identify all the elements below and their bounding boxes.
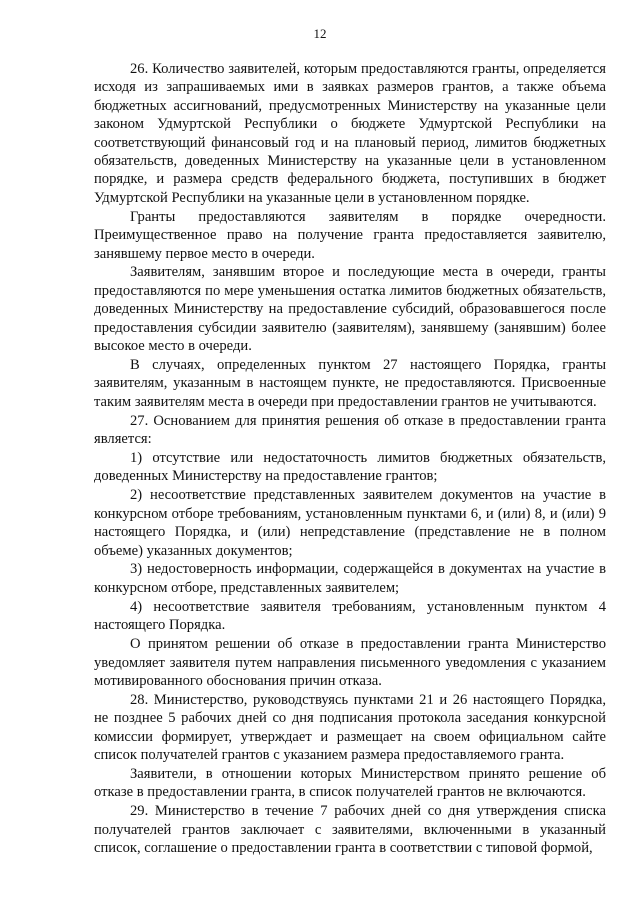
list-item-refusal-1: 1) отсутствие или недостаточность лимитов бюджетных обязательств, доведенных Министерству на предоставление грантов; bbox=[94, 450, 606, 485]
paragraph-27-refusal-grounds: 27. Основанием для принятия решения об отказе в предоставлении гранта является: bbox=[94, 412, 606, 448]
list-item-refusal-4: 4) несоответствие заявителя требованиям, установленным пунктом 4 настоящего Порядка. bbox=[94, 598, 606, 634]
paragraph-grants-order: Гранты предоставляются заявителям в порядке очередности. Преимущественное право на получение гранта предоставляется заявителю, занявшему первое место в очереди. bbox=[94, 208, 606, 262]
paragraph-exceptions: В случаях, определенных пунктом 27 настоящего Порядка, гранты заявителям, указанным в настоящем пункте, не предоставляются. Присвоенные таким заявителям места в очереди при предоставлении грантов не учитываются. bbox=[94, 357, 606, 410]
list-item-refusal-2: 2) несоответствие представленных заявителем документов на участие в конкурсном отборе требованиям, установленным пунктами 6, и (или) 8, и (или) 9 настоящего Порядка, и (или) непредставление (представление не в полном объеме) указанных документов; bbox=[94, 487, 606, 559]
list-item-refusal-3: 3) недостоверность информации, содержащейся в документах на участие в конкурсном отборе, представленных заявителем; bbox=[94, 561, 606, 596]
page-number: 12 bbox=[313, 26, 327, 41]
paragraph-second-places: Заявителям, занявшим второе и последующие места в очереди, гранты предоставляются по мере уменьшения остатка лимитов бюджетных обязательств, доведенных Министерству на предоставление субсидий, образовавшегося после предоставления субсидии заявителю (заявителям), занявшему (занявшим) более высокое место в очереди. bbox=[94, 264, 606, 355]
paragraph-26-grant-count: 26. Количество заявителей, которым предоставляются гранты, определяется исходя из запрашиваемых ими в заявках размеров грантов, а также объема бюджетных ассигнований, предусмотренных Министерству на указанные цели законом Удмуртской Республики о бюджете Удмуртской Республики на соответствующий финансовый год и на плановый период, лимитов бюджетных обязательств, доведенных Министерству на указанные цели в установленном порядке, и размера средств федерального бюджета, поступивших в бюджет Удмуртской Республики на указанные цели в установленном порядке. bbox=[94, 61, 606, 206]
paragraph-refusal-notice: О принятом решении об отказе в предоставлении гранта Министерство уведомляет заявителя путем направления письменного уведомления с указанием мотивированного обоснования причин отказа. bbox=[94, 636, 606, 689]
document-body bbox=[94, 60, 606, 857]
paragraph-excluded-applicants: Заявители, в отношении которых Министерством принято решение об отказе в предоставлении гранта, в список получателей грантов не включаются. bbox=[94, 765, 606, 801]
paragraph-28-recipients-list: 28. Министерство, руководствуясь пунктами 21 и 26 настоящего Порядка, не позднее 5 рабочих дней со дня подписания протокола заседания конкурсной комиссии формирует, утверждает и размещает на своем официальном сайте список получателей грантов с указанием размера предоставляемого гранта. bbox=[94, 691, 606, 764]
paragraph-29-agreement: 29. Министерство в течение 7 рабочих дней со дня утверждения списка получателей грантов заключает с заявителями, включенными в указанный список, соглашение о предоставлении гранта в соответствии с типовой формой, bbox=[94, 803, 606, 857]
